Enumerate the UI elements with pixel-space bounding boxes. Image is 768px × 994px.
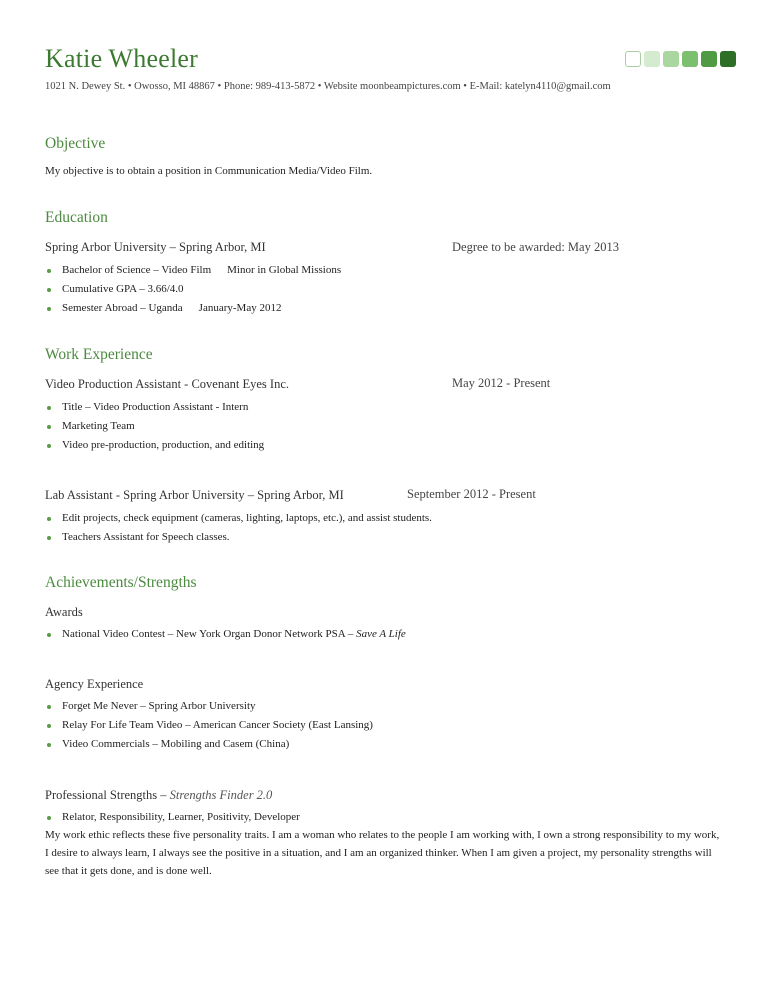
education-list xyxy=(45,261,341,318)
award-text: National Video Contest – New York Organ Donor Network PSA – xyxy=(62,628,357,640)
list-item: Forget Me Never – Spring Arbor University xyxy=(45,697,373,716)
strengths-dash: – xyxy=(157,788,170,802)
strengths-source: Strengths Finder 2.0 xyxy=(169,788,273,802)
list-item xyxy=(45,299,341,318)
education-date: Degree to be awarded: May 2013 xyxy=(452,240,619,254)
list-item xyxy=(45,280,341,299)
work-heading: Work Experience xyxy=(45,346,153,363)
agency-list xyxy=(45,697,373,754)
awards-title: Awards xyxy=(45,605,83,619)
item-extra: Minor in Global Missions xyxy=(227,264,342,276)
square-4 xyxy=(682,51,698,67)
job2-title: Lab Assistant - Spring Arbor University – Spring Arbor, MI xyxy=(45,488,344,502)
job2-list xyxy=(45,509,432,547)
square-6 xyxy=(720,51,736,67)
achievements-heading: Achievements/Strengths xyxy=(45,574,197,591)
list-item: Title – Video Production Assistant - Intern xyxy=(45,398,264,417)
awards-list xyxy=(45,625,406,644)
square-2 xyxy=(644,51,660,67)
item-text: Cumulative GPA – 3.66/4.0 xyxy=(62,283,184,295)
education-school: Spring Arbor University – Spring Arbor, MI xyxy=(45,240,266,254)
list-item: Video pre-production, production, and editing xyxy=(45,436,264,455)
job2-date: September 2012 - Present xyxy=(407,487,536,501)
strengths-title-line xyxy=(45,788,272,803)
item-text: Semester Abroad – Uganda xyxy=(62,302,183,314)
list-item: Marketing Team xyxy=(45,417,264,436)
list-item: Edit projects, check equipment (cameras, lighting, laptops, etc.), and assist students. xyxy=(45,509,432,528)
list-item: Video Commercials – Mobiling and Casem (China) xyxy=(45,735,373,754)
objective-heading: Objective xyxy=(45,135,106,152)
square-3 xyxy=(663,51,679,67)
education-heading: Education xyxy=(45,209,108,226)
list-item xyxy=(45,625,406,644)
objective-text: My objective is to obtain a position in Communication Media/Video Film. xyxy=(45,165,373,177)
strengths-paragraph: My work ethic reflects these five personality traits. I am a woman who relates to the people I am working with, I own a strong responsibility to my work, I desire to always learn, I always see the positive in a situation, and I am an organized thinker. When I am given a project, my personality strengths will see that it gets done, and is done well. xyxy=(45,829,720,877)
strengths-list xyxy=(45,808,300,827)
list-item: Relay For Life Team Video – American Cancer Society (East Lansing) xyxy=(45,716,373,735)
square-5 xyxy=(701,51,717,67)
decorative-squares xyxy=(625,51,736,67)
contact-line: 1021 N. Dewey St. • Owosso, MI 48867 • Phone: 989-413-5872 • Website moonbeampictures.com • E-Mail: katelyn4110@gmail.com xyxy=(45,81,611,92)
square-1 xyxy=(625,51,641,67)
job1-list xyxy=(45,398,264,455)
job1-title: Video Production Assistant - Covenant Eyes Inc. xyxy=(45,377,290,391)
resume-name: Katie Wheeler xyxy=(45,44,198,73)
list-item: Relator, Responsibility, Learner, Positivity, Developer xyxy=(45,808,300,827)
item-extra: January-May 2012 xyxy=(198,302,282,314)
list-item xyxy=(45,261,341,280)
strengths-title: Professional Strengths xyxy=(45,788,158,802)
list-item: Teachers Assistant for Speech classes. xyxy=(45,528,432,547)
agency-title: Agency Experience xyxy=(45,677,144,691)
item-text: Bachelor of Science – Video Film xyxy=(62,264,212,276)
award-title-italic: Save A Life xyxy=(356,628,406,640)
job1-date: May 2012 - Present xyxy=(452,376,551,390)
